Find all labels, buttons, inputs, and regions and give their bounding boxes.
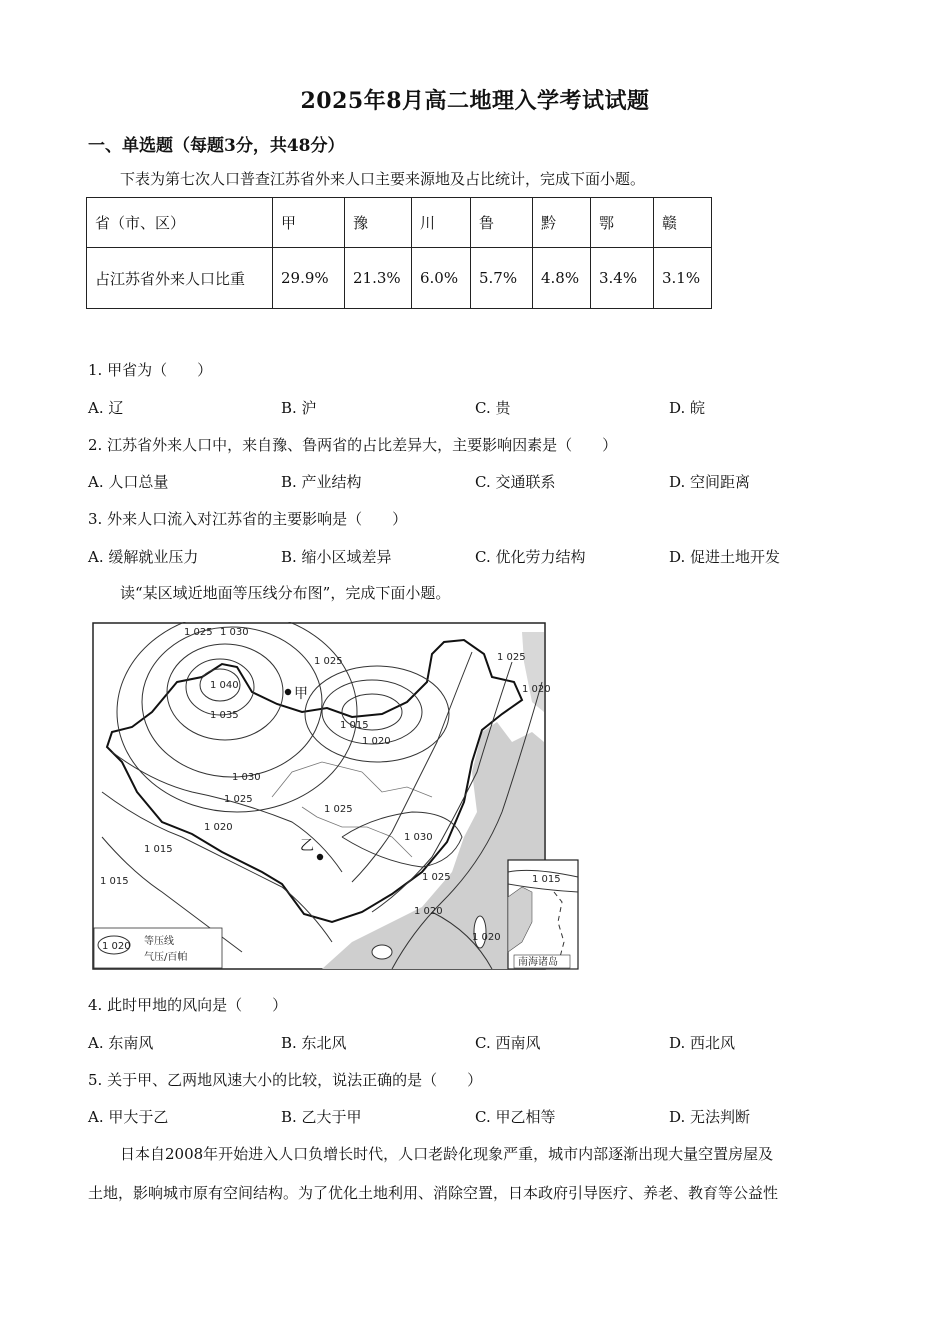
point-yi-label: 乙 <box>300 838 314 854</box>
question-4: 4. 此时甲地的风向是（ ） <box>88 996 288 1014</box>
q3-option-c[interactable]: C. 优化劳力结构 <box>475 548 586 566</box>
table-cell: 鄂 <box>591 198 654 248</box>
point-jia-label: 甲 <box>294 686 308 702</box>
q2-option-a[interactable]: A. 人口总量 <box>88 473 169 491</box>
table-cell: 占江苏省外来人口比重 <box>87 248 273 309</box>
table-data-row <box>87 248 712 309</box>
q1-option-c[interactable]: C. 贵 <box>475 399 511 417</box>
isobar-map <box>92 622 580 971</box>
inset-isobar-label: 1 015 <box>532 874 561 885</box>
table-cell: 甲 <box>273 198 345 248</box>
table-intro: 下表为第七次人口普查江苏省外来人口主要来源地及占比统计，完成下面小题。 <box>120 170 646 188</box>
isobar-label: 1 040 <box>210 680 239 691</box>
isobar-label: 1 020 <box>204 822 233 833</box>
q3-option-d[interactable]: D. 促进土地开发 <box>669 548 781 566</box>
inset-label: 南海诸岛 <box>518 957 558 968</box>
point-yi-marker <box>317 854 323 860</box>
q5-option-d[interactable]: D. 无法判断 <box>669 1108 751 1126</box>
legend-sample: 1 020 <box>102 941 131 952</box>
isobar-label: 1 025 <box>497 652 526 663</box>
q4-option-c[interactable]: C. 西南风 <box>475 1034 541 1052</box>
map-legend <box>94 928 222 968</box>
isobar-label: 1 015 <box>340 720 369 731</box>
table-cell: 鲁 <box>471 198 533 248</box>
q3-option-b[interactable]: B. 缩小区域差异 <box>281 548 392 566</box>
passage-line-1: 日本自2008年开始进入人口负增长时代，人口老龄化现象严重，城市内部逐渐出现大量空置房屋及 <box>120 1145 774 1163</box>
isobar-label: 1 015 <box>144 844 173 855</box>
q4-option-a[interactable]: A. 东南风 <box>88 1034 154 1052</box>
table-cell: 省（市、区） <box>87 198 273 248</box>
population-table <box>86 197 712 309</box>
q2-option-b[interactable]: B. 产业结构 <box>281 473 362 491</box>
q5-option-c[interactable]: C. 甲乙相等 <box>475 1108 556 1126</box>
south-china-sea-inset <box>508 860 578 969</box>
table-cell: 6.0% <box>412 248 471 309</box>
isobar-label: 1 025 <box>224 794 253 805</box>
q1-option-d[interactable]: D. 皖 <box>669 399 706 417</box>
q4-option-b[interactable]: B. 东北风 <box>281 1034 347 1052</box>
point-jia-marker <box>285 689 291 695</box>
question-1: 1. 甲省为（ ） <box>88 361 213 379</box>
map-intro: 读“某区域近地面等压线分布图”，完成下面小题。 <box>120 584 451 602</box>
q4-option-d[interactable]: D. 西北风 <box>669 1034 736 1052</box>
table-cell: 3.4% <box>591 248 654 309</box>
q2-option-c[interactable]: C. 交通联系 <box>475 473 556 491</box>
table-cell: 3.1% <box>654 248 712 309</box>
table-cell: 4.8% <box>533 248 591 309</box>
isobar-map-svg <box>92 622 580 971</box>
section-heading: 一、单选题（每题3分，共48分） <box>88 136 345 156</box>
isobar-label: 1 020 <box>362 736 391 747</box>
isobar-label: 1 025 <box>184 627 213 638</box>
table-cell: 川 <box>412 198 471 248</box>
passage-line-2: 土地，影响城市原有空间结构。为了优化土地利用、消除空置，日本政府引导医疗、养老、教育等公益性 <box>88 1184 779 1202</box>
isobar-label: 1 025 <box>422 872 451 883</box>
table-header-row <box>87 198 712 248</box>
table-cell: 29.9% <box>273 248 345 309</box>
q5-option-a[interactable]: A. 甲大于乙 <box>88 1108 169 1126</box>
isobar-label: 1 020 <box>522 684 551 695</box>
q2-option-d[interactable]: D. 空间距离 <box>669 473 751 491</box>
table-cell: 21.3% <box>345 248 412 309</box>
isobar-label: 1 025 <box>314 656 343 667</box>
table-cell: 5.7% <box>471 248 533 309</box>
isobar-label: 1 015 <box>100 876 129 887</box>
isobar-label: 1 020 <box>414 906 443 917</box>
legend-unit-label: 气压/百帕 <box>144 952 188 963</box>
q1-option-b[interactable]: B. 沪 <box>281 399 317 417</box>
table-cell: 黔 <box>533 198 591 248</box>
isobar-label: 1 020 <box>472 932 501 943</box>
q1-option-a[interactable]: A. 辽 <box>88 399 124 417</box>
question-3: 3. 外来人口流入对江苏省的主要影响是（ ） <box>88 510 408 528</box>
page-title: 2025年8月高二地理入学考试试题 <box>300 88 650 114</box>
isobar-label: 1 025 <box>324 804 353 815</box>
isobar-label: 1 035 <box>210 710 239 721</box>
isobar-label: 1 030 <box>220 627 249 638</box>
question-5: 5. 关于甲、乙两地风速大小的比较，说法正确的是（ ） <box>88 1071 483 1089</box>
isobar-label: 1 030 <box>404 832 433 843</box>
q5-option-b[interactable]: B. 乙大于甲 <box>281 1108 362 1126</box>
question-2: 2. 江苏省外来人口中，来自豫、鲁两省的占比差异大，主要影响因素是（ ） <box>88 436 618 454</box>
table-cell: 赣 <box>654 198 712 248</box>
table-cell: 豫 <box>345 198 412 248</box>
legend-isobar-label: 等压线 <box>144 936 174 947</box>
isobar-label: 1 030 <box>232 772 261 783</box>
q3-option-a[interactable]: A. 缓解就业压力 <box>88 548 199 566</box>
